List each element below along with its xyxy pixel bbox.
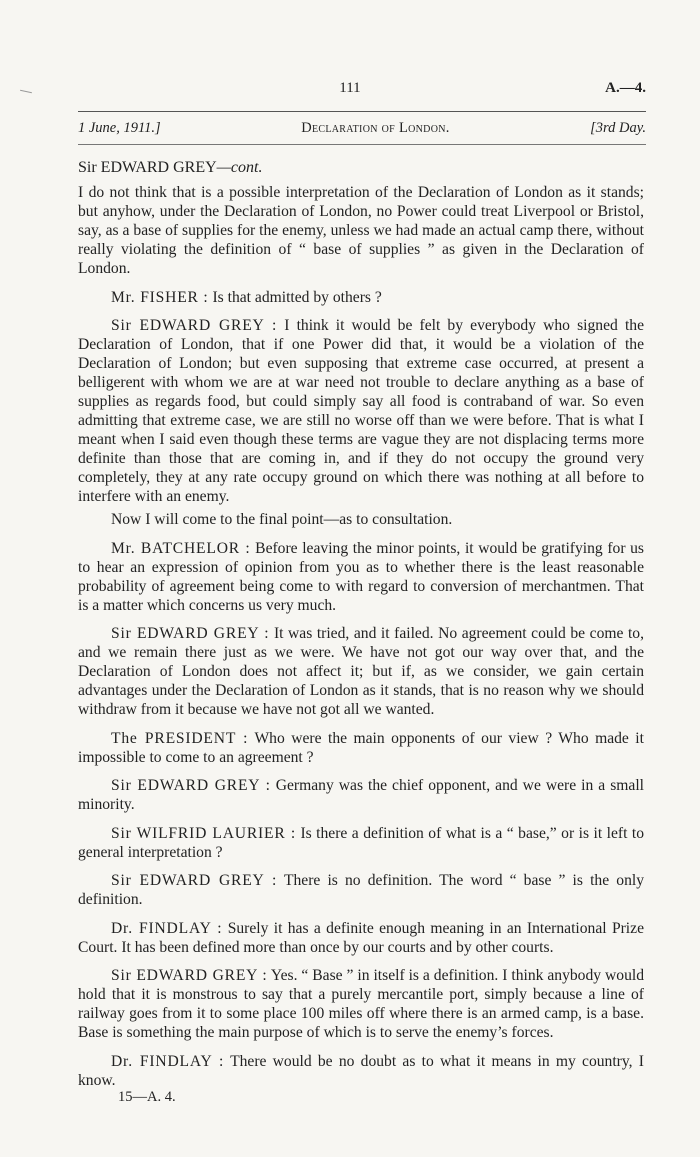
paragraph <box>78 729 644 767</box>
continuation-heading <box>78 158 644 177</box>
speaker-name: Dr. FINDLAY : <box>111 1052 225 1070</box>
paragraph <box>78 510 644 529</box>
paragraph <box>78 966 644 1042</box>
paragraph <box>78 183 644 278</box>
paragraph-text: Before leaving the minor points, it would be gratifying for us to hear an expression of opinion from you as to whether there is the least reasonable probability of agreement being come to with regard to conversion of merchantmen. That is a matter which concerns us very much. <box>78 539 645 614</box>
page-number: 111 <box>339 80 361 96</box>
paragraph <box>78 1052 644 1090</box>
paragraph <box>78 824 644 862</box>
paragraph-text: There would be no doubt as to what it means in my country, I know. <box>78 1052 644 1089</box>
paragraph-text: Who were the main opponents of our view ? Who made it impossible to come to an agreement ? <box>78 729 644 766</box>
speaker-name: Sir EDWARD GREY : <box>111 317 278 334</box>
paragraph-text: Germany was the chief opponent, and we were in a small minority. <box>78 777 645 813</box>
header-rule-top <box>78 111 646 112</box>
header-date: 1 June, 1911.] <box>78 120 161 136</box>
header-rule-bottom <box>78 144 646 145</box>
paragraph-text: Yes. “ Base ” in itself is a definition. I think anybody would hold that it is monstrous to say that a purely mercantile port, simply because a line of railway goes from it to some place 100 miles off where there is an armed camp, is a base. Base is something the main purpose of which is to serve the enemy’s forces. <box>78 967 644 1041</box>
paragraph-text: It was tried, and it failed. No agreement could be come to, and we remain there just as we were. We have not got our way over that, and the Declaration of London does not affect it; but if, as we consider, we gain certain advantages under the Declaration of London as it stands, that is no reason why we should withdraw from it because we have not got all we wanted. <box>78 625 645 718</box>
paragraph <box>78 871 644 909</box>
speaker-name: Sir EDWARD GREY : <box>111 625 270 642</box>
speaker-name: Mr. FISHER : <box>111 288 209 306</box>
paragraph-text: Is that admitted by others ? <box>212 288 382 306</box>
signature-mark: 15—A. 4. <box>118 1088 176 1105</box>
speaker-name: The PRESIDENT : <box>111 729 249 747</box>
paragraph <box>78 919 644 957</box>
document-body <box>78 158 644 1107</box>
paragraph-text: I think it would be felt by everybody who signed the Declaration of London, that if one Power did that, it would be a violation of the Declaration of London; but even supposing that extreme case occurred, at present a belligerent with whom we are at war need not trouble to declare anything as a base of supplies as regards food, but could simply say all food is contraband of war. So even admitting that extreme case, we are still no worse off than we were before. That is what I meant when I said even though these terms are vague they are not displacing terms more definite than those that are coming in, and if they do not occupy the ground very completely, they at any rate occupy ground on which there was nothing at all before to interfere with an enemy. <box>78 317 644 505</box>
paragraph-text: Is there a definition of what is a “ base,” or is it left to general interpretation ? <box>78 824 644 861</box>
speaker-name: Dr. FINDLAY : <box>111 919 223 937</box>
speaker-name: Sir EDWARD GREY : <box>111 777 271 794</box>
paragraph <box>78 539 644 615</box>
paragraph <box>78 316 644 506</box>
running-head <box>78 120 646 137</box>
speaker-name: Mr. BATCHELOR : <box>111 539 251 557</box>
paragraph-text: Now I will come to the final point—as to consultation. <box>111 511 453 528</box>
header-title: Declaration of London. <box>301 120 450 136</box>
speaker-name: Sir EDWARD GREY : <box>111 967 268 984</box>
paragraph <box>78 624 644 719</box>
paragraph <box>78 288 644 307</box>
paragraph-text: I do not think that is a possible interpretation of the Declaration of London as it stands; but anyhow, under the Declaration of London, no Power could treat Liverpool or Bristol, say, as a base of supplies for the enemy, unless we had made an actual camp there, without really violating the definition of “ base of supplies ” as given in the Declaration of London. <box>78 184 644 277</box>
paragraph <box>78 776 644 814</box>
paragraph-text: There is no definition. The word “ base ” is the only definition. <box>78 872 644 908</box>
continuation-speaker: Sir EDWARD GREY <box>78 159 217 176</box>
paragraph-text: Surely it has a definite enough meaning in an International Prize Court. It has been defined more than once by our courts and by other courts. <box>78 919 644 956</box>
header-day: [3rd Day. <box>590 120 646 136</box>
continuation-suffix: —cont. <box>216 159 263 176</box>
speaker-name: Sir WILFRID LAURIER : <box>111 824 296 842</box>
paper-reference: A.—4. <box>605 80 646 96</box>
speaker-name: Sir EDWARD GREY : <box>111 872 278 889</box>
